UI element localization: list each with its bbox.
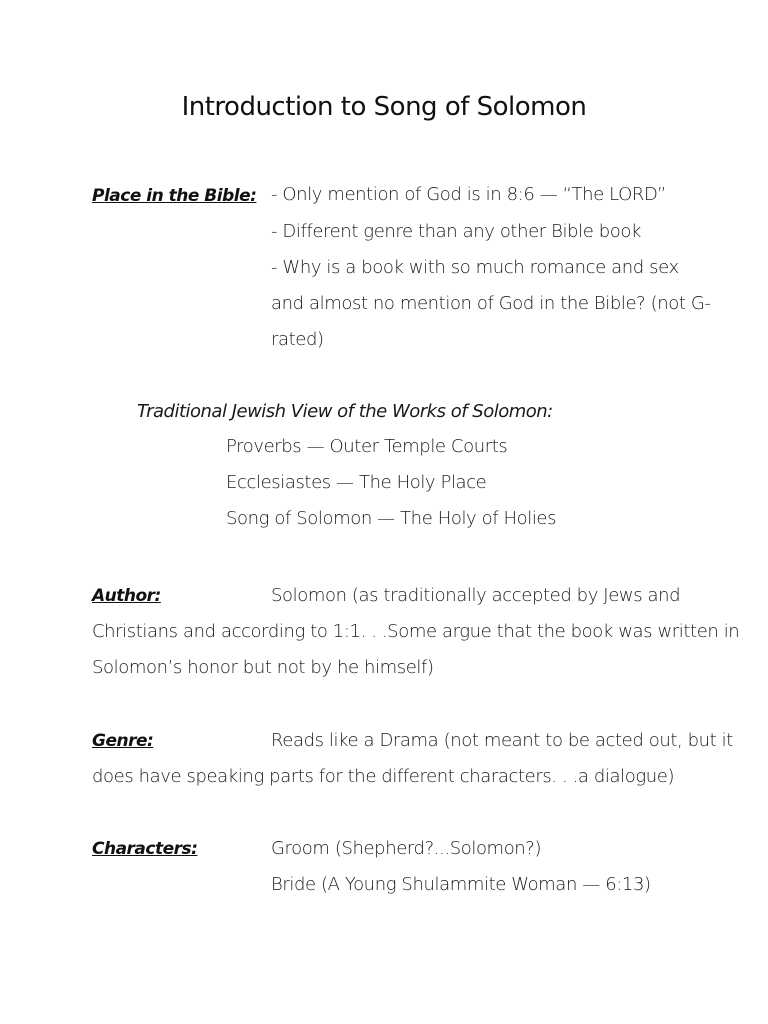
page-title: Introduction to Song of Solomon [181, 92, 587, 122]
characters-line-2: Bride (A Young Shulammite Woman — 6:13) [271, 874, 651, 895]
author-label: Author: [92, 586, 161, 606]
jewish-view-heading: Traditional Jewish View of the Works of Solomon: [137, 401, 553, 422]
jewish-view-item-2: Ecclesiastes — The Holy Place [226, 472, 487, 493]
genre-line-2: does have speaking parts for the different characters. . .a dialogue) [92, 766, 675, 787]
place-line-5: rated) [271, 329, 324, 350]
jewish-view-item-1: Proverbs — Outer Temple Courts [226, 436, 508, 457]
place-line-3: - Why is a book with so much romance and sex [271, 257, 679, 278]
jewish-view-item-3: Song of Solomon — The Holy of Holies [226, 508, 557, 529]
place-line-1: - Only mention of God is in 8:6 — “The LORD” [271, 184, 666, 205]
author-line-3: Solomon’s honor but not by he himself) [92, 657, 434, 678]
genre-label: Genre: [92, 731, 154, 751]
characters-line-1: Groom (Shepherd?...Solomon?) [271, 838, 542, 859]
place-line-2: - Different genre than any other Bible book [271, 221, 641, 242]
place-line-4: and almost no mention of God in the Bible? (not G- [271, 293, 711, 314]
author-line-2: Christians and according to 1:1. . .Some argue that the book was written in [92, 621, 740, 642]
characters-label: Characters: [92, 839, 198, 859]
genre-line-1: Reads like a Drama (not meant to be acted out, but it [271, 730, 733, 751]
author-line-1: Solomon (as traditionally accepted by Jews and [271, 585, 681, 606]
place-label: Place in the Bible: [92, 186, 257, 206]
